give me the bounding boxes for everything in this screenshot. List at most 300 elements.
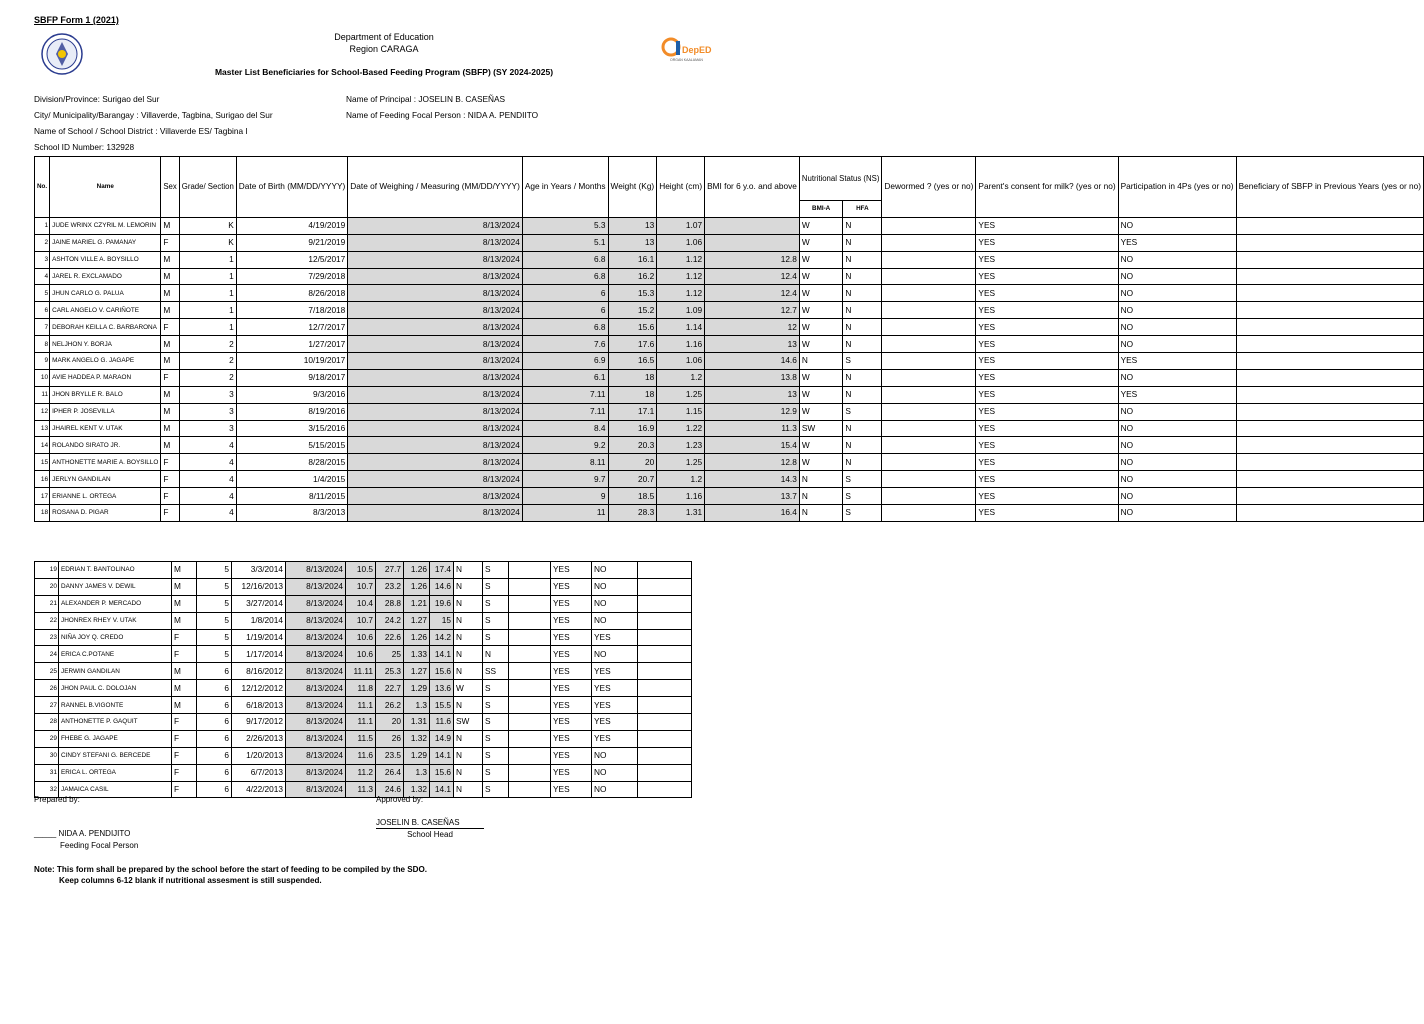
student-name-cell: ANTHONETTE MARIE A. BOYSILLO (50, 454, 161, 471)
row-number-cell: 7 (35, 319, 50, 336)
4ps-participation-cell: NO (592, 578, 638, 595)
milk-consent-cell: YES (551, 764, 592, 781)
sex-cell: F (172, 629, 197, 646)
weight-cell: 15.3 (608, 285, 657, 302)
row-number-cell: 24 (35, 646, 59, 663)
weight-cell: 27.7 (376, 562, 404, 579)
grade-cell: 4 (179, 488, 236, 505)
weighing-date-cell: 8/13/2024 (348, 403, 523, 420)
weight-cell: 18.5 (608, 488, 657, 505)
milk-consent-cell: YES (976, 454, 1118, 471)
sex-cell: M (172, 578, 197, 595)
4ps-participation-cell: YES (1118, 234, 1236, 251)
birth-date-cell: 4/19/2019 (236, 217, 348, 234)
bmi-cell: 14.9 (430, 730, 454, 747)
weighing-date-cell: 8/13/2024 (286, 764, 346, 781)
page-title: Master List Beneficiaries for School-Based Feeding Program (SBFP) (SY 2024-2025) (214, 67, 554, 77)
student-name-cell: ASHTON VILLE A. BOYSILLO (50, 251, 161, 268)
preparer-name: NIDA A. PENDIJITO (58, 829, 131, 838)
hfa-status-cell: S (483, 781, 509, 798)
weight-cell: 15.6 (608, 319, 657, 336)
previous-beneficiary-cell (638, 663, 692, 680)
student-name-cell: JAMAICA CASIL (59, 781, 172, 798)
table-row (35, 268, 1424, 285)
row-number-cell: 31 (35, 764, 59, 781)
table-row (35, 595, 692, 612)
milk-consent-cell: YES (551, 646, 592, 663)
student-name-cell: EDRIAN T. BANTOLINAO (59, 562, 172, 579)
row-number-cell: 30 (35, 747, 59, 764)
birth-date-cell: 8/19/2016 (236, 403, 348, 420)
grade-cell: 5 (197, 562, 232, 579)
milk-consent-cell: YES (976, 353, 1118, 370)
height-cell: 1.23 (657, 437, 705, 454)
row-number-cell: 19 (35, 562, 59, 579)
dewormed-cell (882, 217, 976, 234)
hfa-status-cell: N (843, 369, 882, 386)
table-row (35, 386, 1424, 403)
preparer-title: Feeding Focal Person (60, 841, 139, 850)
birth-date-cell: 6/18/2013 (232, 697, 286, 714)
row-number-cell: 22 (35, 612, 59, 629)
hfa-status-cell: N (843, 217, 882, 234)
birth-date-cell: 1/19/2014 (232, 629, 286, 646)
sex-cell: F (161, 471, 179, 488)
age-cell: 6.1 (522, 369, 608, 386)
grade-cell: 6 (197, 714, 232, 731)
student-name-cell: JERWIN GANDILAN (59, 663, 172, 680)
weight-cell: 26.4 (376, 764, 404, 781)
4ps-participation-cell: YES (1118, 353, 1236, 370)
age-cell: 10.6 (346, 646, 376, 663)
hfa-status-cell: S (843, 353, 882, 370)
4ps-participation-cell: NO (1118, 505, 1236, 522)
bmi-a-status-cell: W (799, 386, 843, 403)
age-cell: 5.1 (522, 234, 608, 251)
bmi-a-status-cell: N (454, 764, 483, 781)
age-cell: 10.4 (346, 595, 376, 612)
dewormed-cell (882, 234, 976, 251)
division-text: Division/Province: Surigao del Sur (34, 94, 160, 104)
dewormed-cell (509, 764, 551, 781)
age-cell: 11.3 (346, 781, 376, 798)
height-cell: 1.09 (657, 302, 705, 319)
height-cell: 1.07 (657, 217, 705, 234)
4ps-participation-cell: NO (1118, 454, 1236, 471)
height-cell: 1.29 (404, 680, 430, 697)
col-bmi: BMI for 6 y.o. and above (705, 157, 800, 218)
birth-date-cell: 12/16/2013 (232, 578, 286, 595)
dewormed-cell (882, 251, 976, 268)
sex-cell: F (172, 781, 197, 798)
sex-cell: M (172, 663, 197, 680)
age-cell: 10.5 (346, 562, 376, 579)
sex-cell: M (161, 386, 179, 403)
4ps-participation-cell: YES (592, 680, 638, 697)
height-cell: 1.2 (657, 471, 705, 488)
bmi-a-status-cell: N (799, 488, 843, 505)
grade-cell: 6 (197, 781, 232, 798)
height-cell: 1.32 (404, 730, 430, 747)
birth-date-cell: 10/19/2017 (236, 353, 348, 370)
previous-beneficiary-cell (1236, 285, 1423, 302)
prepared-by-label: Prepared by: (34, 795, 80, 804)
grade-cell: K (179, 217, 236, 234)
table-body-page1 (35, 217, 1424, 521)
sex-cell: F (161, 234, 179, 251)
logo-subtext: ORGAN KAALAMAN (670, 58, 703, 62)
sex-cell: F (161, 505, 179, 522)
bmi-cell: 12 (705, 319, 800, 336)
milk-consent-cell: YES (976, 336, 1118, 353)
bmi-a-status-cell: W (799, 437, 843, 454)
col-hfa: HFA (843, 201, 882, 218)
hfa-status-cell: S (843, 505, 882, 522)
row-number-cell: 27 (35, 697, 59, 714)
previous-beneficiary-cell (1236, 369, 1423, 386)
col-weight: Weight (Kg) (608, 157, 657, 218)
hfa-status-cell: N (843, 251, 882, 268)
sex-cell: M (161, 285, 179, 302)
dewormed-cell (509, 781, 551, 798)
sex-cell: M (172, 612, 197, 629)
student-name-cell: ALEXANDER P. MERCADO (59, 595, 172, 612)
milk-consent-cell: YES (976, 285, 1118, 302)
height-cell: 1.06 (657, 353, 705, 370)
height-cell: 1.2 (657, 369, 705, 386)
hfa-status-cell: S (483, 578, 509, 595)
student-name-cell: ROSANA D. PIGAR (50, 505, 161, 522)
col-consent: Parent's consent for milk? (yes or no) (976, 157, 1118, 218)
weight-cell: 13 (608, 217, 657, 234)
school-name-text: Name of School / School District : Villaverde ES/ Tagbina I (34, 126, 248, 136)
sex-cell: F (172, 646, 197, 663)
school-info (34, 91, 273, 155)
weighing-date-cell: 8/13/2024 (286, 612, 346, 629)
4ps-participation-cell: YES (592, 697, 638, 714)
weighing-date-cell: 8/13/2024 (286, 680, 346, 697)
dewormed-cell (509, 562, 551, 579)
birth-date-cell: 12/7/2017 (236, 319, 348, 336)
dewormed-cell (882, 336, 976, 353)
student-name-cell: ANTHONETTE P. GAQUIT (59, 714, 172, 731)
previous-beneficiary-cell (1236, 251, 1423, 268)
age-cell: 6.8 (522, 251, 608, 268)
col-deworm: Dewormed ? (yes or no) (882, 157, 976, 218)
col-age: Age in Years / Months (522, 157, 608, 218)
4ps-participation-cell: NO (1118, 268, 1236, 285)
bmi-cell: 12.9 (705, 403, 800, 420)
dewormed-cell (882, 488, 976, 505)
milk-consent-cell: YES (551, 595, 592, 612)
dewormed-cell (882, 302, 976, 319)
milk-consent-cell: YES (976, 251, 1118, 268)
hfa-status-cell: N (843, 336, 882, 353)
weight-cell: 26 (376, 730, 404, 747)
grade-cell: 5 (197, 595, 232, 612)
age-cell: 10.7 (346, 578, 376, 595)
grade-cell: 6 (197, 730, 232, 747)
sex-cell: M (172, 697, 197, 714)
dewormed-cell (509, 680, 551, 697)
bmi-a-status-cell: N (454, 697, 483, 714)
4ps-participation-cell: NO (1118, 471, 1236, 488)
sex-cell: M (161, 403, 179, 420)
milk-consent-cell: YES (976, 234, 1118, 251)
age-cell: 9.2 (522, 437, 608, 454)
dewormed-cell (882, 386, 976, 403)
height-cell: 1.26 (404, 629, 430, 646)
height-cell: 1.16 (657, 336, 705, 353)
birth-date-cell: 1/8/2014 (232, 612, 286, 629)
row-number-cell: 9 (35, 353, 50, 370)
bmi-cell: 14.1 (430, 781, 454, 798)
age-cell: 6.8 (522, 319, 608, 336)
age-cell: 9.7 (522, 471, 608, 488)
weighing-date-cell: 8/13/2024 (348, 488, 523, 505)
principal-text: Name of Principal : JOSELIN B. CASEÑAS (346, 94, 506, 104)
previous-beneficiary-cell (1236, 268, 1423, 285)
birth-date-cell: 8/16/2012 (232, 663, 286, 680)
table-row (35, 781, 692, 798)
birth-date-cell: 3/3/2014 (232, 562, 286, 579)
bmi-a-status-cell: SW (454, 714, 483, 731)
milk-consent-cell: YES (976, 471, 1118, 488)
student-name-cell: MARK ANGELO G. JAGAPE (50, 353, 161, 370)
student-name-cell: JERLYN GANDILAN (50, 471, 161, 488)
hfa-status-cell: S (843, 471, 882, 488)
age-cell: 6 (522, 302, 608, 319)
milk-consent-cell: YES (976, 268, 1118, 285)
sex-cell: F (172, 714, 197, 731)
weight-cell: 24.6 (376, 781, 404, 798)
4ps-participation-cell: YES (592, 663, 638, 680)
bmi-cell: 12.4 (705, 285, 800, 302)
bmi-cell: 12.8 (705, 251, 800, 268)
row-number-cell: 11 (35, 386, 50, 403)
bmi-cell: 12.8 (705, 454, 800, 471)
student-name-cell: JUDE WRINX CZYRIL M. LEMORIN (50, 217, 161, 234)
dewormed-cell (509, 646, 551, 663)
height-cell: 1.27 (404, 663, 430, 680)
hfa-status-cell: S (483, 747, 509, 764)
height-cell: 1.3 (404, 764, 430, 781)
bmi-cell: 15.4 (705, 437, 800, 454)
weighing-date-cell: 8/13/2024 (348, 437, 523, 454)
grade-cell: K (179, 234, 236, 251)
hfa-status-cell: S (483, 730, 509, 747)
birth-date-cell: 1/27/2017 (236, 336, 348, 353)
4ps-participation-cell: NO (592, 612, 638, 629)
weighing-date-cell: 8/13/2024 (348, 336, 523, 353)
previous-beneficiary-cell (1236, 386, 1423, 403)
4ps-participation-cell: NO (592, 781, 638, 798)
grade-cell: 5 (197, 578, 232, 595)
milk-consent-cell: YES (976, 488, 1118, 505)
weight-cell: 16.1 (608, 251, 657, 268)
table-row (35, 562, 692, 579)
milk-consent-cell: YES (976, 420, 1118, 437)
height-cell: 1.25 (657, 454, 705, 471)
weighing-date-cell: 8/13/2024 (348, 471, 523, 488)
student-name-cell: ROLANDO SIRATO JR. (50, 437, 161, 454)
grade-cell: 2 (179, 369, 236, 386)
weight-cell: 18 (608, 369, 657, 386)
weight-cell: 28.3 (608, 505, 657, 522)
weight-cell: 18 (608, 386, 657, 403)
grade-cell: 3 (179, 386, 236, 403)
bmi-a-status-cell: W (799, 302, 843, 319)
age-cell: 11.6 (346, 747, 376, 764)
bmi-a-status-cell: N (454, 595, 483, 612)
weighing-date-cell: 8/13/2024 (286, 629, 346, 646)
4ps-participation-cell: YES (1118, 386, 1236, 403)
weighing-date-cell: 8/13/2024 (348, 454, 523, 471)
weight-cell: 22.6 (376, 629, 404, 646)
sex-cell: F (161, 319, 179, 336)
hfa-status-cell: S (483, 562, 509, 579)
bmi-cell: 14.6 (705, 353, 800, 370)
previous-beneficiary-cell (1236, 403, 1423, 420)
bmi-a-status-cell: N (454, 663, 483, 680)
table-row (35, 714, 692, 731)
birth-date-cell: 3/15/2016 (236, 420, 348, 437)
dewormed-cell (509, 697, 551, 714)
table-row (35, 285, 1424, 302)
4ps-participation-cell: NO (592, 646, 638, 663)
weighing-date-cell: 8/13/2024 (286, 781, 346, 798)
weighing-date-cell: 8/13/2024 (286, 697, 346, 714)
student-name-cell: IPHER P. JOSEVILLA (50, 403, 161, 420)
dewormed-cell (509, 747, 551, 764)
height-cell: 1.15 (657, 403, 705, 420)
4ps-participation-cell: NO (592, 747, 638, 764)
col-grade: Grade/ Section (179, 157, 236, 218)
weighing-date-cell: 8/13/2024 (286, 595, 346, 612)
age-cell: 11 (522, 505, 608, 522)
height-cell: 1.25 (657, 386, 705, 403)
4ps-participation-cell: NO (1118, 285, 1236, 302)
4ps-participation-cell: NO (1118, 319, 1236, 336)
row-number-cell: 26 (35, 680, 59, 697)
dewormed-cell (882, 437, 976, 454)
weight-cell: 13 (608, 234, 657, 251)
bmi-cell: 13.7 (705, 488, 800, 505)
table-row (35, 764, 692, 781)
row-number-cell: 10 (35, 369, 50, 386)
form-note (34, 864, 427, 886)
weight-cell: 28.8 (376, 595, 404, 612)
row-number-cell: 5 (35, 285, 50, 302)
table-row (35, 578, 692, 595)
student-name-cell: ERIANNE L. ORTEGA (50, 488, 161, 505)
sex-cell: M (161, 336, 179, 353)
weighing-date-cell: 8/13/2024 (348, 386, 523, 403)
bmi-a-status-cell: N (454, 646, 483, 663)
bmi-a-status-cell: W (799, 268, 843, 285)
bmi-a-status-cell: N (454, 562, 483, 579)
sex-cell: F (161, 488, 179, 505)
age-cell: 8.4 (522, 420, 608, 437)
hfa-status-cell: S (843, 403, 882, 420)
previous-beneficiary-cell (1236, 454, 1423, 471)
previous-beneficiary-cell (1236, 505, 1423, 522)
dewormed-cell (882, 505, 976, 522)
student-name-cell: ERICA L. ORTEGA (59, 764, 172, 781)
bmi-cell: 11.6 (430, 714, 454, 731)
previous-beneficiary-cell (1236, 353, 1423, 370)
grade-cell: 1 (179, 319, 236, 336)
bmi-a-status-cell: N (799, 505, 843, 522)
table-row (35, 319, 1424, 336)
height-cell: 1.31 (404, 714, 430, 731)
milk-consent-cell: YES (551, 714, 592, 731)
milk-consent-cell: YES (551, 562, 592, 579)
previous-beneficiary-cell (638, 714, 692, 731)
col-height: Height (cm) (657, 157, 705, 218)
hfa-status-cell: S (483, 629, 509, 646)
birth-date-cell: 2/26/2013 (232, 730, 286, 747)
table-row (35, 454, 1424, 471)
table-row (35, 471, 1424, 488)
age-cell: 6.8 (522, 268, 608, 285)
milk-consent-cell: YES (551, 680, 592, 697)
previous-beneficiary-cell (638, 595, 692, 612)
sex-cell: M (172, 595, 197, 612)
grade-cell: 2 (179, 353, 236, 370)
hfa-status-cell: S (483, 764, 509, 781)
4ps-participation-cell: NO (1118, 420, 1236, 437)
table-row (35, 680, 692, 697)
bmi-a-status-cell: W (799, 217, 843, 234)
weight-cell: 20.3 (608, 437, 657, 454)
grade-cell: 2 (179, 336, 236, 353)
table-row (35, 403, 1424, 420)
col-no: No. (35, 157, 50, 218)
sex-cell: M (172, 562, 197, 579)
col-dob: Date of Birth (MM/DD/YYYY) (236, 157, 348, 218)
sex-cell: M (161, 251, 179, 268)
table-row (35, 420, 1424, 437)
weighing-date-cell: 8/13/2024 (348, 268, 523, 285)
previous-beneficiary-cell (1236, 234, 1423, 251)
bmi-cell: 14.3 (705, 471, 800, 488)
sex-cell: F (172, 747, 197, 764)
beneficiary-table-page2 (34, 561, 692, 798)
table-row (35, 747, 692, 764)
dewormed-cell (882, 268, 976, 285)
focal-person-text: Name of Feeding Focal Person : NIDA A. PENDIITO (346, 110, 539, 120)
hfa-status-cell: N (843, 386, 882, 403)
height-cell: 1.12 (657, 268, 705, 285)
milk-consent-cell: YES (551, 629, 592, 646)
student-name-cell: DEBORAH KEILLA C. BARBARONA (50, 319, 161, 336)
student-name-cell: NELJHON Y. BORJA (50, 336, 161, 353)
milk-consent-cell: YES (551, 730, 592, 747)
weighing-date-cell: 8/13/2024 (348, 353, 523, 370)
bmi-cell: 12.4 (705, 268, 800, 285)
table-row (35, 505, 1424, 522)
weight-cell: 16.2 (608, 268, 657, 285)
4ps-participation-cell: NO (592, 562, 638, 579)
birth-date-cell: 5/15/2015 (236, 437, 348, 454)
bmi-a-status-cell: W (799, 403, 843, 420)
approver-name: JOSELIN B. CASEÑAS (376, 817, 484, 829)
4ps-participation-cell: YES (592, 629, 638, 646)
hfa-status-cell: S (483, 595, 509, 612)
table-row (35, 629, 692, 646)
personnel-info (346, 91, 538, 123)
